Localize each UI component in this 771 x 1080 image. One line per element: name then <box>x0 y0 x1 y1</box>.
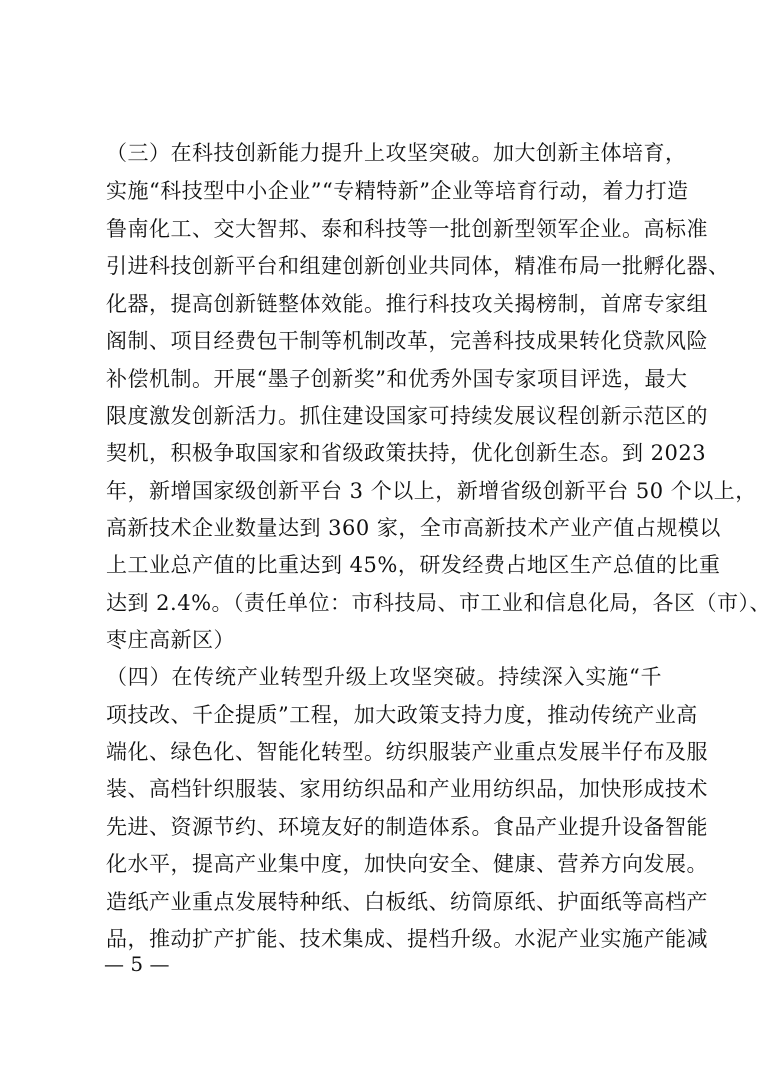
paragraph-line: 达到 2.4%。（责任单位：市科技局、市工业和信息化局，各区（市）、 <box>106 591 771 615</box>
paragraph-line: 限度激发创新活力。抓住建设国家可持续发展议程创新示范区的 <box>106 404 708 428</box>
paragraph-line: 品，推动扩产扩能、技术集成、提档升级。水泥产业实施产能减 <box>106 927 708 951</box>
paragraph-line: 年，新增国家级创新平台 3 个以上，新增省级创新平台 50 个以上， <box>106 479 757 503</box>
paragraph-line: （三）在科技创新能力提升上攻坚突破。加大创新主体培育， <box>106 141 687 165</box>
paragraph-line: （四）在传统产业转型升级上攻坚突破。持续深入实施“千 <box>106 665 662 689</box>
paragraph-line: 先进、资源节约、环境友好的制造体系。食品产业提升设备智能 <box>106 815 708 839</box>
paragraph-line: 实施“科技型中小企业”“专精特新”企业等培育行动，着力打造 <box>106 179 689 203</box>
paragraph-line: 装、高档针织服装、家用纺织品和产业用纺织品，加快形成技术 <box>106 777 708 801</box>
paragraph-line: 鲁南化工、交大智邦、泰和科技等一批创新型领军企业。高标准 <box>106 217 708 241</box>
paragraph-line: 阁制、项目经费包干制等机制改革，完善科技成果转化贷款风险 <box>106 329 708 353</box>
paragraph-line: 枣庄高新区） <box>106 628 235 652</box>
paragraph-line: 上工业总产值的比重达到 45%，研发经费占地区生产总值的比重 <box>106 553 721 577</box>
paragraph-line: 引进科技创新平台和组建创新创业共同体，精准布局一批孵化器、 <box>106 254 730 278</box>
paragraph-line: 补偿机制。开展“墨子创新奖”和优秀外国专家项目评选，最大 <box>106 367 688 391</box>
paragraph-line: 造纸产业重点发展特种纸、白板纸、纺筒原纸、护面纸等高档产 <box>106 890 708 914</box>
paragraph-line: 项技改、千企提质”工程，加大政策支持力度，推动传统产业高 <box>106 703 698 727</box>
paragraph-line: 端化、绿色化、智能化转型。纺织服装产业重点发展半仔布及服 <box>106 740 708 764</box>
paragraph-line: 化器，提高创新链整体效能。推行科技攻关揭榜制，首席专家组 <box>106 292 708 316</box>
page-number: — 5 — <box>104 952 170 976</box>
paragraph-line: 化水平，提高产业集中度，加快向安全、健康、营养方向发展。 <box>106 852 708 876</box>
paragraph-line: 高新技术企业数量达到 360 家，全市高新技术产业产值占规模以 <box>106 516 721 540</box>
paragraph-line: 契机，积极争取国家和省级政策扶持，优化创新生态。到 2023 <box>106 441 707 465</box>
